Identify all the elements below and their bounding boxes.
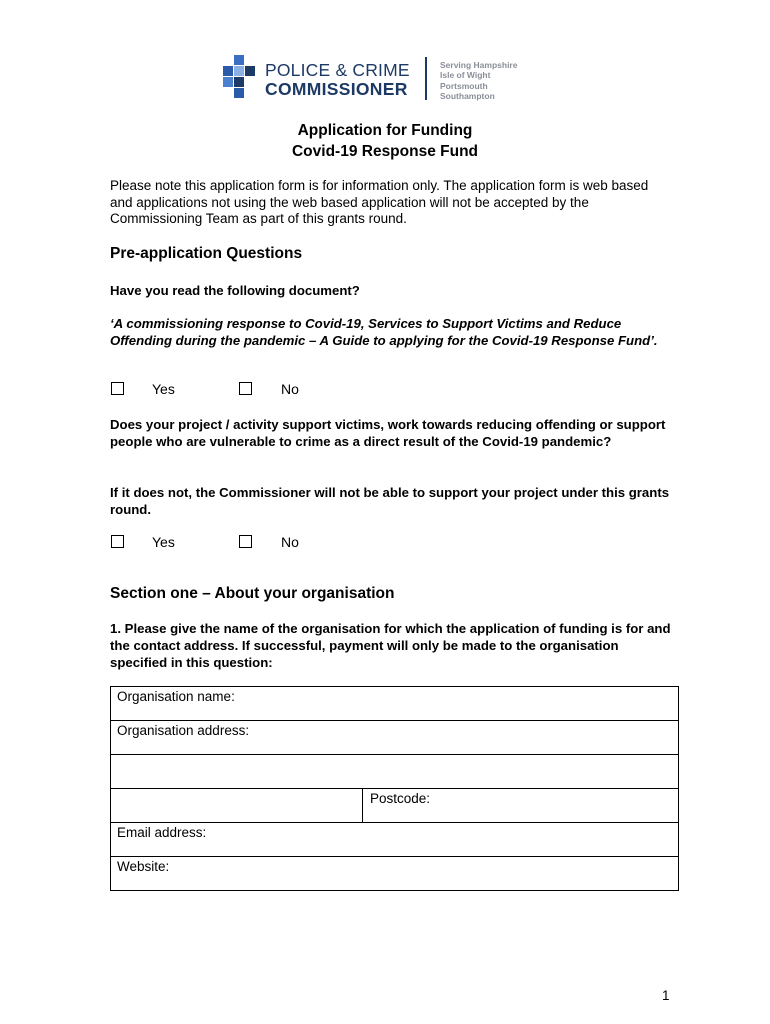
address-line-cell[interactable] bbox=[111, 789, 362, 822]
intro-paragraph: Please note this application form is for information only. The application form is web based and applications not using the web based application will not be accepted by the Commissioning Team as part of this grants round. bbox=[110, 178, 649, 226]
q2-yes-label: Yes bbox=[152, 534, 175, 550]
postcode-label[interactable]: Postcode: bbox=[370, 791, 431, 806]
page-subtitle: Covid-19 Response Fund bbox=[291, 143, 479, 160]
question-organisation: 1. Please give the name of the organisation for which the application of funding is for and the contact address. If successful, payment will only be made to the organisation specified in this question: bbox=[110, 621, 671, 670]
website-row[interactable] bbox=[111, 857, 678, 890]
org-name-label: Organisation name: bbox=[117, 689, 235, 704]
q1-yes-label: Yes bbox=[152, 381, 175, 397]
section-one-heading: Section one – About your organisation bbox=[110, 585, 395, 602]
org-address-row-2[interactable] bbox=[111, 755, 678, 789]
email-row[interactable] bbox=[111, 823, 678, 857]
logo-sub-line: Portsmouth bbox=[440, 80, 488, 91]
logo-subtitle bbox=[440, 60, 517, 101]
q2-no-checkbox[interactable] bbox=[239, 535, 252, 548]
page-number: 1 bbox=[662, 988, 670, 1003]
email-label: Email address: bbox=[117, 825, 207, 840]
q2-no-label: No bbox=[281, 534, 299, 550]
q2-yes-checkbox[interactable] bbox=[111, 535, 124, 548]
question-support-victims: Does your project / activity support victims, work towards reducing offending or support people who are vulnerable to crime as a direct result of the Covid-19 pandemic? bbox=[110, 417, 666, 449]
pcc-logo bbox=[222, 54, 522, 102]
org-address-row[interactable] bbox=[111, 721, 678, 755]
postcode-row bbox=[111, 789, 678, 823]
pre-application-heading: Pre-application Questions bbox=[110, 245, 303, 262]
logo-sub-line: Serving Hampshire bbox=[440, 60, 518, 70]
website-label: Website: bbox=[117, 859, 170, 874]
question-read-document: Have you read the following document? bbox=[110, 283, 360, 298]
org-address-label: Organisation address: bbox=[117, 723, 250, 738]
organisation-details-table bbox=[110, 686, 679, 891]
logo-cross-icon bbox=[222, 54, 256, 100]
q1-yes-checkbox[interactable] bbox=[111, 382, 124, 395]
q1-no-label: No bbox=[281, 381, 299, 397]
eligibility-note: If it does not, the Commissioner will not be able to support your project under this grants round. bbox=[110, 485, 670, 517]
logo-sub-line: Southampton bbox=[440, 90, 495, 101]
logo-title-line1: POLICE & CRIME bbox=[265, 60, 410, 80]
logo-title-line2: COMMISSIONER bbox=[265, 79, 408, 99]
q2-options bbox=[110, 534, 510, 552]
q1-options bbox=[110, 381, 510, 399]
postcode-divider bbox=[362, 789, 363, 822]
org-name-row[interactable] bbox=[111, 687, 678, 721]
q1-no-checkbox[interactable] bbox=[239, 382, 252, 395]
logo-divider bbox=[425, 57, 427, 100]
logo-sub-line: Isle of Wight bbox=[440, 70, 491, 81]
page-title: Application for Funding bbox=[297, 122, 473, 139]
guide-document-title: ‘A commissioning response to Covid-19, Services to Support Victims and Reduce Offending during the pandemic – A Guide to applying for the Covid-19 Response Fund’. bbox=[110, 316, 658, 348]
